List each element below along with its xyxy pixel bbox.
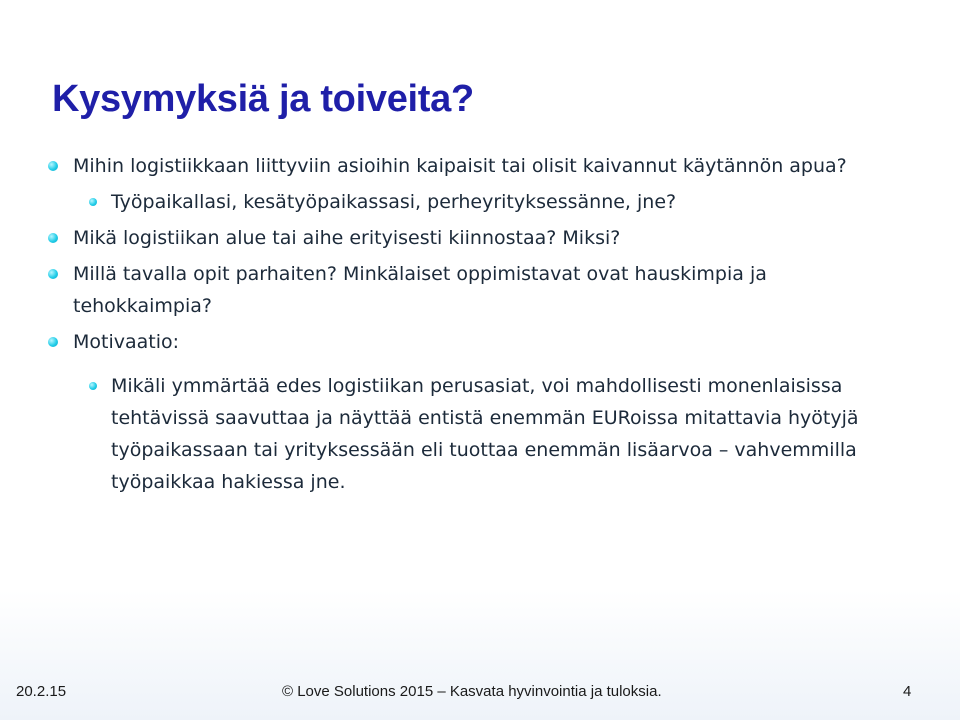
bullet-dot-icon [48,269,58,279]
sub-bullet-text: Työpaikallasi, kesätyöpaikassasi, perheyrityksessänne, jne? [111,191,677,213]
bullet-dot-icon [89,198,97,206]
bullet-dot-icon [48,233,58,243]
footer-date: 20.2.15 [16,683,67,700]
bullet-text: Mikä logistiikan alue tai aihe erityisesti kiinnostaa? Miksi? [73,227,621,249]
bullet-text: Mihin logistiikkaan liittyviin asioihin kaipaisit tai olisit kaivannut käytännön apua? [73,155,847,177]
sub-bullet-text: Mikäli ymmärtää edes logistiikan perusasiat, voi mahdollisesti monenlaisissa tehtävissä saavuttaa ja näyttää entistä enemmän EURoissa mitattavia hyötyjä työpaikassaan tai yrityksessään eli tuottaa enemmän lisäarvoa – vahvemmilla työpaikkaa hakiessa jne. [111,375,859,493]
bullet-text: Millä tavalla opit parhaiten? Minkälaiset oppimistavat ovat hauskimpia ja tehokkaimpia? [73,263,767,317]
bullet-dot-icon [89,382,97,390]
slide-title: Kysymyksiä ja toiveita? [52,78,474,120]
sub-bullet-item [48,186,898,218]
footer [0,683,960,707]
bullet-item [48,258,898,322]
bullet-item [48,222,898,254]
bullet-dot-icon [48,161,58,171]
bullet-text: Motivaatio: [73,331,180,353]
footer-copyright: © Love Solutions 2015 – Kasvata hyvinvointia ja tuloksia. [282,683,662,700]
bullet-dot-icon [48,337,58,347]
bullet-list [48,150,898,502]
page-number: 4 [903,683,912,700]
sub-bullet-item [48,370,898,498]
bullet-item [48,326,898,358]
bullet-item [48,150,898,182]
